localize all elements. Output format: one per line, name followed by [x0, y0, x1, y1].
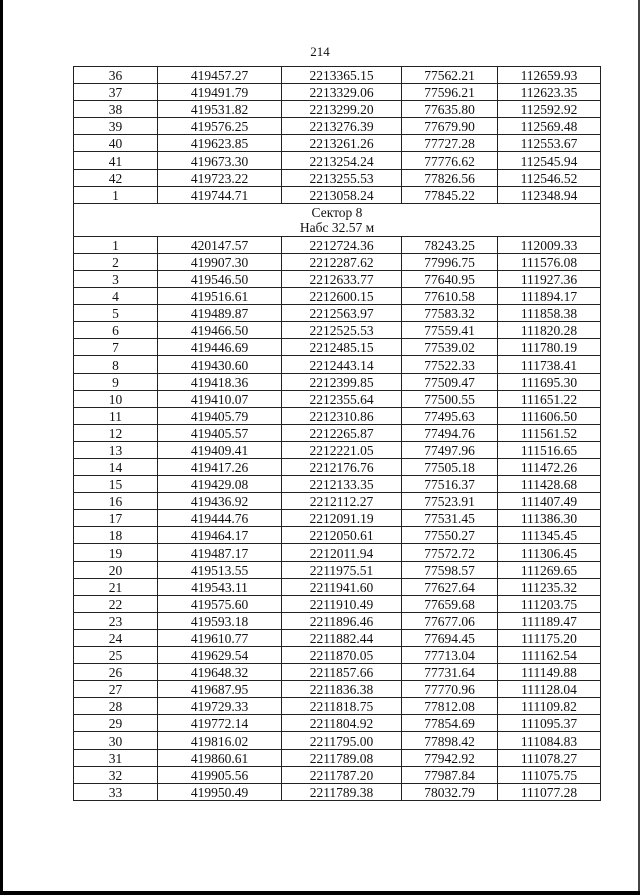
sector-header-row [74, 203, 601, 236]
cell-coord-y: 2212287.62 [282, 253, 402, 270]
cell-local-x: 77713.04 [402, 647, 498, 664]
cell-local-x: 77627.64 [402, 578, 498, 595]
cell-coord-x: 419444.76 [158, 510, 282, 527]
cell-coord-x: 419466.50 [158, 322, 282, 339]
cell-local-y: 111738.41 [498, 356, 601, 373]
cell-local-y: 111927.36 [498, 270, 601, 287]
cell-coord-y: 2211870.05 [282, 647, 402, 664]
table-row [74, 305, 601, 322]
table-row [74, 322, 601, 339]
table-row [74, 84, 601, 101]
cell-coord-x: 419430.60 [158, 356, 282, 373]
cell-local-y: 111606.50 [498, 407, 601, 424]
table-row [74, 67, 601, 84]
cell-point-number: 26 [74, 664, 158, 681]
cell-local-y: 112553.67 [498, 135, 601, 152]
sector-header-body [74, 203, 601, 236]
cell-local-x: 77497.96 [402, 441, 498, 458]
cell-coord-y: 2213254.24 [282, 152, 402, 169]
cell-coord-x: 419446.69 [158, 339, 282, 356]
cell-point-number: 24 [74, 629, 158, 646]
cell-point-number: 22 [74, 595, 158, 612]
table-row [74, 390, 601, 407]
scan-edge-left [0, 0, 3, 895]
cell-local-x: 77996.75 [402, 253, 498, 270]
cell-coord-x: 419673.30 [158, 152, 282, 169]
cell-coord-y: 2213261.26 [282, 135, 402, 152]
cell-coord-x: 419623.85 [158, 135, 282, 152]
cell-point-number: 27 [74, 681, 158, 698]
cell-point-number: 8 [74, 356, 158, 373]
cell-local-x: 77559.41 [402, 322, 498, 339]
sector-header-cell [74, 203, 601, 236]
table-row [74, 135, 601, 152]
cell-coord-y: 2211804.92 [282, 715, 402, 732]
table-row [74, 407, 601, 424]
table-row [74, 629, 601, 646]
cell-coord-x: 419593.18 [158, 612, 282, 629]
cell-point-number: 23 [74, 612, 158, 629]
cell-coord-x: 419905.56 [158, 766, 282, 783]
table-row [74, 749, 601, 766]
table-body-after [74, 236, 601, 800]
cell-point-number: 25 [74, 647, 158, 664]
scan-edge-bottom [0, 891, 640, 895]
cell-point-number: 5 [74, 305, 158, 322]
cell-coord-x: 419405.79 [158, 407, 282, 424]
cell-coord-y: 2213058.24 [282, 186, 402, 203]
cell-coord-y: 2213365.15 [282, 67, 402, 84]
cell-local-x: 77727.28 [402, 135, 498, 152]
cell-coord-x: 419950.49 [158, 783, 282, 800]
cell-coord-x: 419436.92 [158, 493, 282, 510]
cell-local-y: 111109.82 [498, 698, 601, 715]
cell-local-y: 112009.33 [498, 236, 601, 253]
cell-local-y: 111858.38 [498, 305, 601, 322]
cell-local-x: 77523.91 [402, 493, 498, 510]
cell-local-y: 111306.45 [498, 544, 601, 561]
cell-local-y: 111078.27 [498, 749, 601, 766]
cell-coord-y: 2211836.38 [282, 681, 402, 698]
cell-coord-y: 2212091.19 [282, 510, 402, 527]
cell-local-x: 77659.68 [402, 595, 498, 612]
cell-local-x: 77826.56 [402, 169, 498, 186]
cell-point-number: 1 [74, 236, 158, 253]
table-row [74, 493, 601, 510]
cell-coord-y: 2211787.20 [282, 766, 402, 783]
table-row [74, 783, 601, 800]
cell-local-x: 77770.96 [402, 681, 498, 698]
cell-coord-y: 2211789.08 [282, 749, 402, 766]
cell-coord-x: 419516.61 [158, 288, 282, 305]
cell-local-y: 111407.49 [498, 493, 601, 510]
cell-local-x: 77522.33 [402, 356, 498, 373]
cell-local-x: 77731.64 [402, 664, 498, 681]
cell-coord-x: 419513.55 [158, 561, 282, 578]
cell-local-x: 77776.62 [402, 152, 498, 169]
table-row [74, 253, 601, 270]
table-row [74, 152, 601, 169]
cell-coord-y: 2212633.77 [282, 270, 402, 287]
cell-coord-y: 2212221.05 [282, 441, 402, 458]
cell-local-x: 77531.45 [402, 510, 498, 527]
cell-local-y: 111235.32 [498, 578, 601, 595]
table-row [74, 169, 601, 186]
cell-point-number: 42 [74, 169, 158, 186]
cell-local-y: 111516.65 [498, 441, 601, 458]
cell-local-x: 77635.80 [402, 101, 498, 118]
cell-coord-y: 2212399.85 [282, 373, 402, 390]
cell-point-number: 40 [74, 135, 158, 152]
cell-coord-x: 419546.50 [158, 270, 282, 287]
cell-coord-x: 419429.08 [158, 476, 282, 493]
page-number: 214 [310, 44, 330, 59]
table-row [74, 647, 601, 664]
cell-local-x: 78243.25 [402, 236, 498, 253]
cell-local-y: 111820.28 [498, 322, 601, 339]
cell-local-y: 112546.52 [498, 169, 601, 186]
cell-point-number: 6 [74, 322, 158, 339]
cell-local-x: 77550.27 [402, 527, 498, 544]
table-row [74, 681, 601, 698]
cell-local-x: 77854.69 [402, 715, 498, 732]
cell-coord-x: 419491.79 [158, 84, 282, 101]
cell-local-y: 111695.30 [498, 373, 601, 390]
cell-local-y: 111162.54 [498, 647, 601, 664]
cell-point-number: 28 [74, 698, 158, 715]
cell-local-y: 111386.30 [498, 510, 601, 527]
cell-coord-x: 419464.17 [158, 527, 282, 544]
cell-coord-y: 2212011.94 [282, 544, 402, 561]
table-row [74, 186, 601, 203]
cell-point-number: 16 [74, 493, 158, 510]
cell-local-y: 111128.04 [498, 681, 601, 698]
cell-local-x: 77572.72 [402, 544, 498, 561]
cell-coord-y: 2212265.87 [282, 424, 402, 441]
cell-coord-y: 2211941.60 [282, 578, 402, 595]
cell-point-number: 17 [74, 510, 158, 527]
table-row [74, 561, 601, 578]
cell-coord-y: 2211789.38 [282, 783, 402, 800]
cell-coord-x: 419457.27 [158, 67, 282, 84]
cell-point-number: 41 [74, 152, 158, 169]
cell-local-x: 77694.45 [402, 629, 498, 646]
cell-local-x: 77845.22 [402, 186, 498, 203]
table-row [74, 288, 601, 305]
table-row [74, 339, 601, 356]
sector-subtitle: Набс 32.57 м [299, 219, 375, 235]
cell-local-y: 111095.37 [498, 715, 601, 732]
cell-local-y: 111894.17 [498, 288, 601, 305]
cell-point-number: 3 [74, 270, 158, 287]
cell-local-x: 77677.06 [402, 612, 498, 629]
cell-coord-x: 419543.11 [158, 578, 282, 595]
cell-local-x: 77562.21 [402, 67, 498, 84]
cell-point-number: 38 [74, 101, 158, 118]
cell-local-y: 112623.35 [498, 84, 601, 101]
cell-coord-y: 2212485.15 [282, 339, 402, 356]
cell-point-number: 13 [74, 441, 158, 458]
sector-title: Сектор 8 [311, 204, 363, 220]
cell-coord-x: 419409.41 [158, 441, 282, 458]
cell-local-x: 77898.42 [402, 732, 498, 749]
cell-coord-y: 2211818.75 [282, 698, 402, 715]
cell-local-y: 112659.93 [498, 67, 601, 84]
cell-local-y: 111428.68 [498, 476, 601, 493]
cell-point-number: 7 [74, 339, 158, 356]
cell-coord-y: 2212443.14 [282, 356, 402, 373]
table-row [74, 595, 601, 612]
cell-local-y: 111189.47 [498, 612, 601, 629]
cell-coord-x: 420147.57 [158, 236, 282, 253]
cell-coord-x: 419576.25 [158, 118, 282, 135]
cell-coord-y: 2211795.00 [282, 732, 402, 749]
cell-local-x: 77583.32 [402, 305, 498, 322]
cell-coord-y: 2213329.06 [282, 84, 402, 101]
cell-local-y: 112348.94 [498, 186, 601, 203]
cell-local-x: 77812.08 [402, 698, 498, 715]
cell-local-y: 111077.28 [498, 783, 601, 800]
cell-local-x: 77495.63 [402, 407, 498, 424]
cell-local-x: 77610.58 [402, 288, 498, 305]
cell-coord-x: 419816.02 [158, 732, 282, 749]
cell-coord-x: 419487.17 [158, 544, 282, 561]
cell-local-x: 77494.76 [402, 424, 498, 441]
cell-coord-x: 419648.32 [158, 664, 282, 681]
cell-coord-y: 2212724.36 [282, 236, 402, 253]
cell-point-number: 18 [74, 527, 158, 544]
cell-coord-x: 419405.57 [158, 424, 282, 441]
cell-point-number: 12 [74, 424, 158, 441]
cell-coord-x: 419860.61 [158, 749, 282, 766]
cell-local-y: 111149.88 [498, 664, 601, 681]
table-row [74, 236, 601, 253]
cell-local-x: 78032.79 [402, 783, 498, 800]
cell-local-y: 111269.65 [498, 561, 601, 578]
cell-local-y: 111472.26 [498, 458, 601, 475]
cell-coord-y: 2211910.49 [282, 595, 402, 612]
cell-local-y: 111084.83 [498, 732, 601, 749]
cell-point-number: 31 [74, 749, 158, 766]
table-row [74, 527, 601, 544]
cell-local-x: 77942.92 [402, 749, 498, 766]
cell-local-x: 77500.55 [402, 390, 498, 407]
cell-point-number: 9 [74, 373, 158, 390]
cell-coord-x: 419723.22 [158, 169, 282, 186]
cell-coord-y: 2211896.46 [282, 612, 402, 629]
cell-coord-x: 419417.26 [158, 458, 282, 475]
table-row [74, 544, 601, 561]
cell-coord-x: 419610.77 [158, 629, 282, 646]
cell-coord-x: 419907.30 [158, 253, 282, 270]
table-row [74, 715, 601, 732]
cell-point-number: 29 [74, 715, 158, 732]
table-row [74, 698, 601, 715]
cell-coord-y: 2212525.53 [282, 322, 402, 339]
cell-point-number: 33 [74, 783, 158, 800]
table-row [74, 270, 601, 287]
cell-point-number: 1 [74, 186, 158, 203]
cell-point-number: 4 [74, 288, 158, 305]
table-row [74, 476, 601, 493]
cell-local-y: 112569.48 [498, 118, 601, 135]
cell-local-x: 77598.57 [402, 561, 498, 578]
cell-local-y: 111651.22 [498, 390, 601, 407]
cell-local-x: 77640.95 [402, 270, 498, 287]
cell-point-number: 14 [74, 458, 158, 475]
table-row [74, 356, 601, 373]
cell-local-y: 111175.20 [498, 629, 601, 646]
table-row [74, 101, 601, 118]
cell-point-number: 10 [74, 390, 158, 407]
cell-coord-y: 2212563.97 [282, 305, 402, 322]
cell-coord-y: 2211857.66 [282, 664, 402, 681]
cell-coord-x: 419410.07 [158, 390, 282, 407]
table-row [74, 732, 601, 749]
table-body-before [74, 67, 601, 204]
cell-coord-x: 419629.54 [158, 647, 282, 664]
table-row [74, 578, 601, 595]
cell-point-number: 20 [74, 561, 158, 578]
cell-coord-y: 2212310.86 [282, 407, 402, 424]
cell-coord-y: 2212133.35 [282, 476, 402, 493]
cell-point-number: 2 [74, 253, 158, 270]
cell-local-x: 77987.84 [402, 766, 498, 783]
cell-local-y: 111780.19 [498, 339, 601, 356]
table-row [74, 373, 601, 390]
cell-coord-y: 2212050.61 [282, 527, 402, 544]
table-row [74, 766, 601, 783]
cell-local-x: 77509.47 [402, 373, 498, 390]
cell-coord-y: 2212112.27 [282, 493, 402, 510]
cell-coord-y: 2212355.64 [282, 390, 402, 407]
table-row [74, 458, 601, 475]
cell-local-x: 77679.90 [402, 118, 498, 135]
cell-point-number: 36 [74, 67, 158, 84]
cell-point-number: 11 [74, 407, 158, 424]
table-row [74, 612, 601, 629]
cell-local-x: 77539.02 [402, 339, 498, 356]
cell-local-y: 111075.75 [498, 766, 601, 783]
cell-point-number: 21 [74, 578, 158, 595]
cell-coord-y: 2212600.15 [282, 288, 402, 305]
table-row [74, 664, 601, 681]
cell-coord-x: 419744.71 [158, 186, 282, 203]
cell-point-number: 37 [74, 84, 158, 101]
cell-coord-x: 419489.87 [158, 305, 282, 322]
table-row [74, 118, 601, 135]
cell-coord-y: 2213276.39 [282, 118, 402, 135]
cell-local-y: 111576.08 [498, 253, 601, 270]
cell-coord-y: 2211882.44 [282, 629, 402, 646]
cell-coord-y: 2213255.53 [282, 169, 402, 186]
cell-local-x: 77505.18 [402, 458, 498, 475]
cell-point-number: 30 [74, 732, 158, 749]
cell-local-y: 111561.52 [498, 424, 601, 441]
cell-coord-x: 419729.33 [158, 698, 282, 715]
cell-local-y: 111203.75 [498, 595, 601, 612]
table-row [74, 441, 601, 458]
cell-coord-x: 419575.60 [158, 595, 282, 612]
cell-coord-x: 419687.95 [158, 681, 282, 698]
cell-point-number: 19 [74, 544, 158, 561]
table-row [74, 510, 601, 527]
cell-coord-y: 2213299.20 [282, 101, 402, 118]
cell-local-y: 111345.45 [498, 527, 601, 544]
cell-point-number: 32 [74, 766, 158, 783]
cell-coord-x: 419531.82 [158, 101, 282, 118]
cell-local-y: 112545.94 [498, 152, 601, 169]
cell-local-y: 112592.92 [498, 101, 601, 118]
cell-coord-y: 2212176.76 [282, 458, 402, 475]
cell-point-number: 39 [74, 118, 158, 135]
cell-local-x: 77516.37 [402, 476, 498, 493]
cell-coord-x: 419418.36 [158, 373, 282, 390]
cell-local-x: 77596.21 [402, 84, 498, 101]
cell-coord-x: 419772.14 [158, 715, 282, 732]
coordinates-table [73, 66, 601, 801]
cell-point-number: 15 [74, 476, 158, 493]
table-row [74, 424, 601, 441]
cell-coord-y: 2211975.51 [282, 561, 402, 578]
